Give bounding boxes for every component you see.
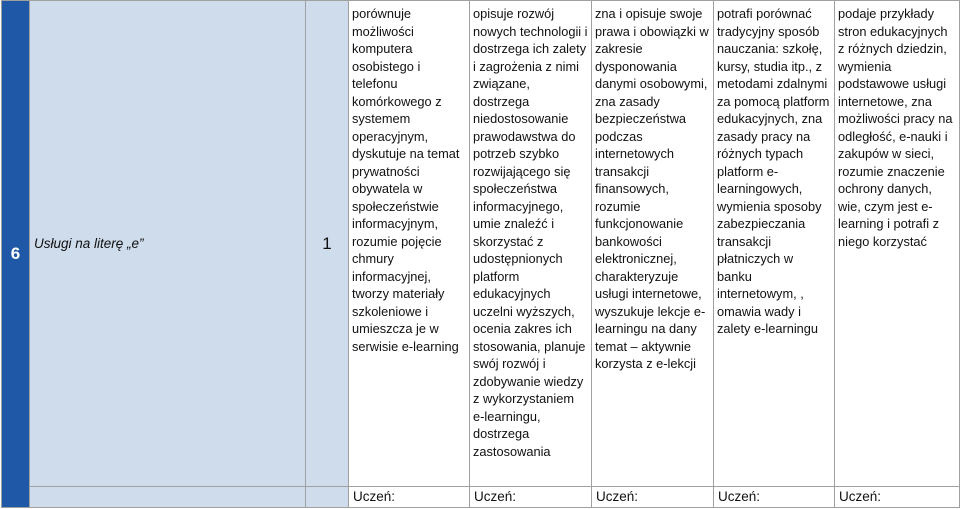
requirement-cell-2: opisuje rozwój nowych technologii i dostrzega ich zalety i zagrożenia z nimi związane, dostrzega niedostosowanie prawodawstwa do potrzeb szybko rozwijającego się społeczeństwa informacyjnego, umie znaleźć i skorzystać z udostępnionych platform edukacyjnych uczelni wyższych, ocenia zakres ich stosowania, planuje swój rozwój i zdobywanie wiedzy z wykorzystaniem e-learningu, dostrzega zastosowania [470,1,592,487]
row-number: 6 [2,1,30,508]
student-label-1: Uczeń: [349,487,470,508]
student-label-4: Uczeń: [714,487,835,508]
topic-name-blank [30,487,306,508]
level-number: 1 [306,1,349,487]
topic-name: Usługi na literę „e” [30,1,306,487]
requirement-cell-3: zna i opisuje swoje prawa i obowiązki w zakresie dysponowania danymi osobowymi, zna zasady bezpieczeństwa podczas internetowych transakcji finansowych, rozumie funkcjonowanie bankowości elektronicznej, charakteryzuje usługi internetowe, wyszukuje lekcje e-learningu na dany temat – aktywnie korzysta z e-lekcji [592,1,714,487]
table-row-main [2,1,960,487]
table-row-student [2,487,960,508]
requirement-cell-1: porównuje możliwości komputera osobistego i telefonu komórkowego z systemem operacyjnym, dyskutuje na temat prywatności obywatela w społeczeństwie informacyjnym, rozumie pojęcie chmury informacyjnej, tworzy materiały szkoleniowe i umieszcza je w serwisie e-learning [349,1,470,487]
student-label-5: Uczeń: [835,487,960,508]
requirement-cell-4: potrafi porównać tradycyjny sposób nauczania: szkołę, kursy, studia itp., z metodami zdalnymi za pomocą platform edukacyjnych, zna zasady pracy na różnych typach platform e-learningowych, wymienia sposoby zabezpieczania transakcji płatniczych w banku internetowym, , omawia wady i zalety e-learningu [714,1,835,487]
level-blank [306,487,349,508]
requirements-table [1,0,960,508]
student-label-3: Uczeń: [592,487,714,508]
student-label-2: Uczeń: [470,487,592,508]
requirement-cell-5: podaje przykłady stron edukacyjnych z różnych dziedzin, wymienia podstawowe usługi internetowe, zna możliwości pracy na odległość, e-nauki i zakupów w sieci, rozumie znaczenie ochrony danych, wie, czym jest e-learning i potrafi z niego korzystać [835,1,960,487]
